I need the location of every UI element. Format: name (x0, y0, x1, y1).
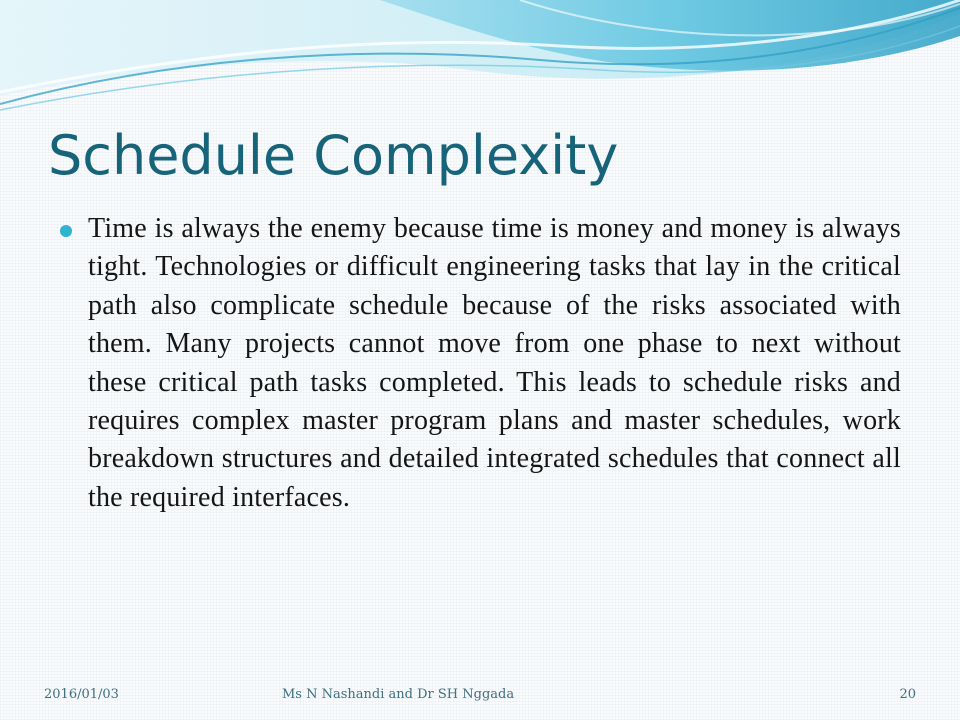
bullet-item (60, 210, 901, 517)
footer-page-number: 20 (899, 687, 916, 702)
slide-title: Schedule Complexity (48, 124, 619, 187)
bullet-text: Time is always the enemy because time is money and money is always tight. Technologies or difficult engineering tasks that lay in the critical path also complicate schedule because of the risks associated with them. Many projects cannot move from one phase to next without these critical path tasks completed. This leads to schedule risks and requires complex master program plans and master schedules, work breakdown structures and detailed integrated schedules that connect all the required interfaces. (88, 213, 901, 513)
bullet-dot-icon (60, 225, 72, 237)
footer-date: 2016/01/03 (44, 687, 119, 702)
header-wave-decoration-icon (0, 0, 960, 120)
bullet-list (60, 210, 901, 517)
footer-author: Ms N Nashandi and Dr SH Nggada (282, 687, 515, 702)
